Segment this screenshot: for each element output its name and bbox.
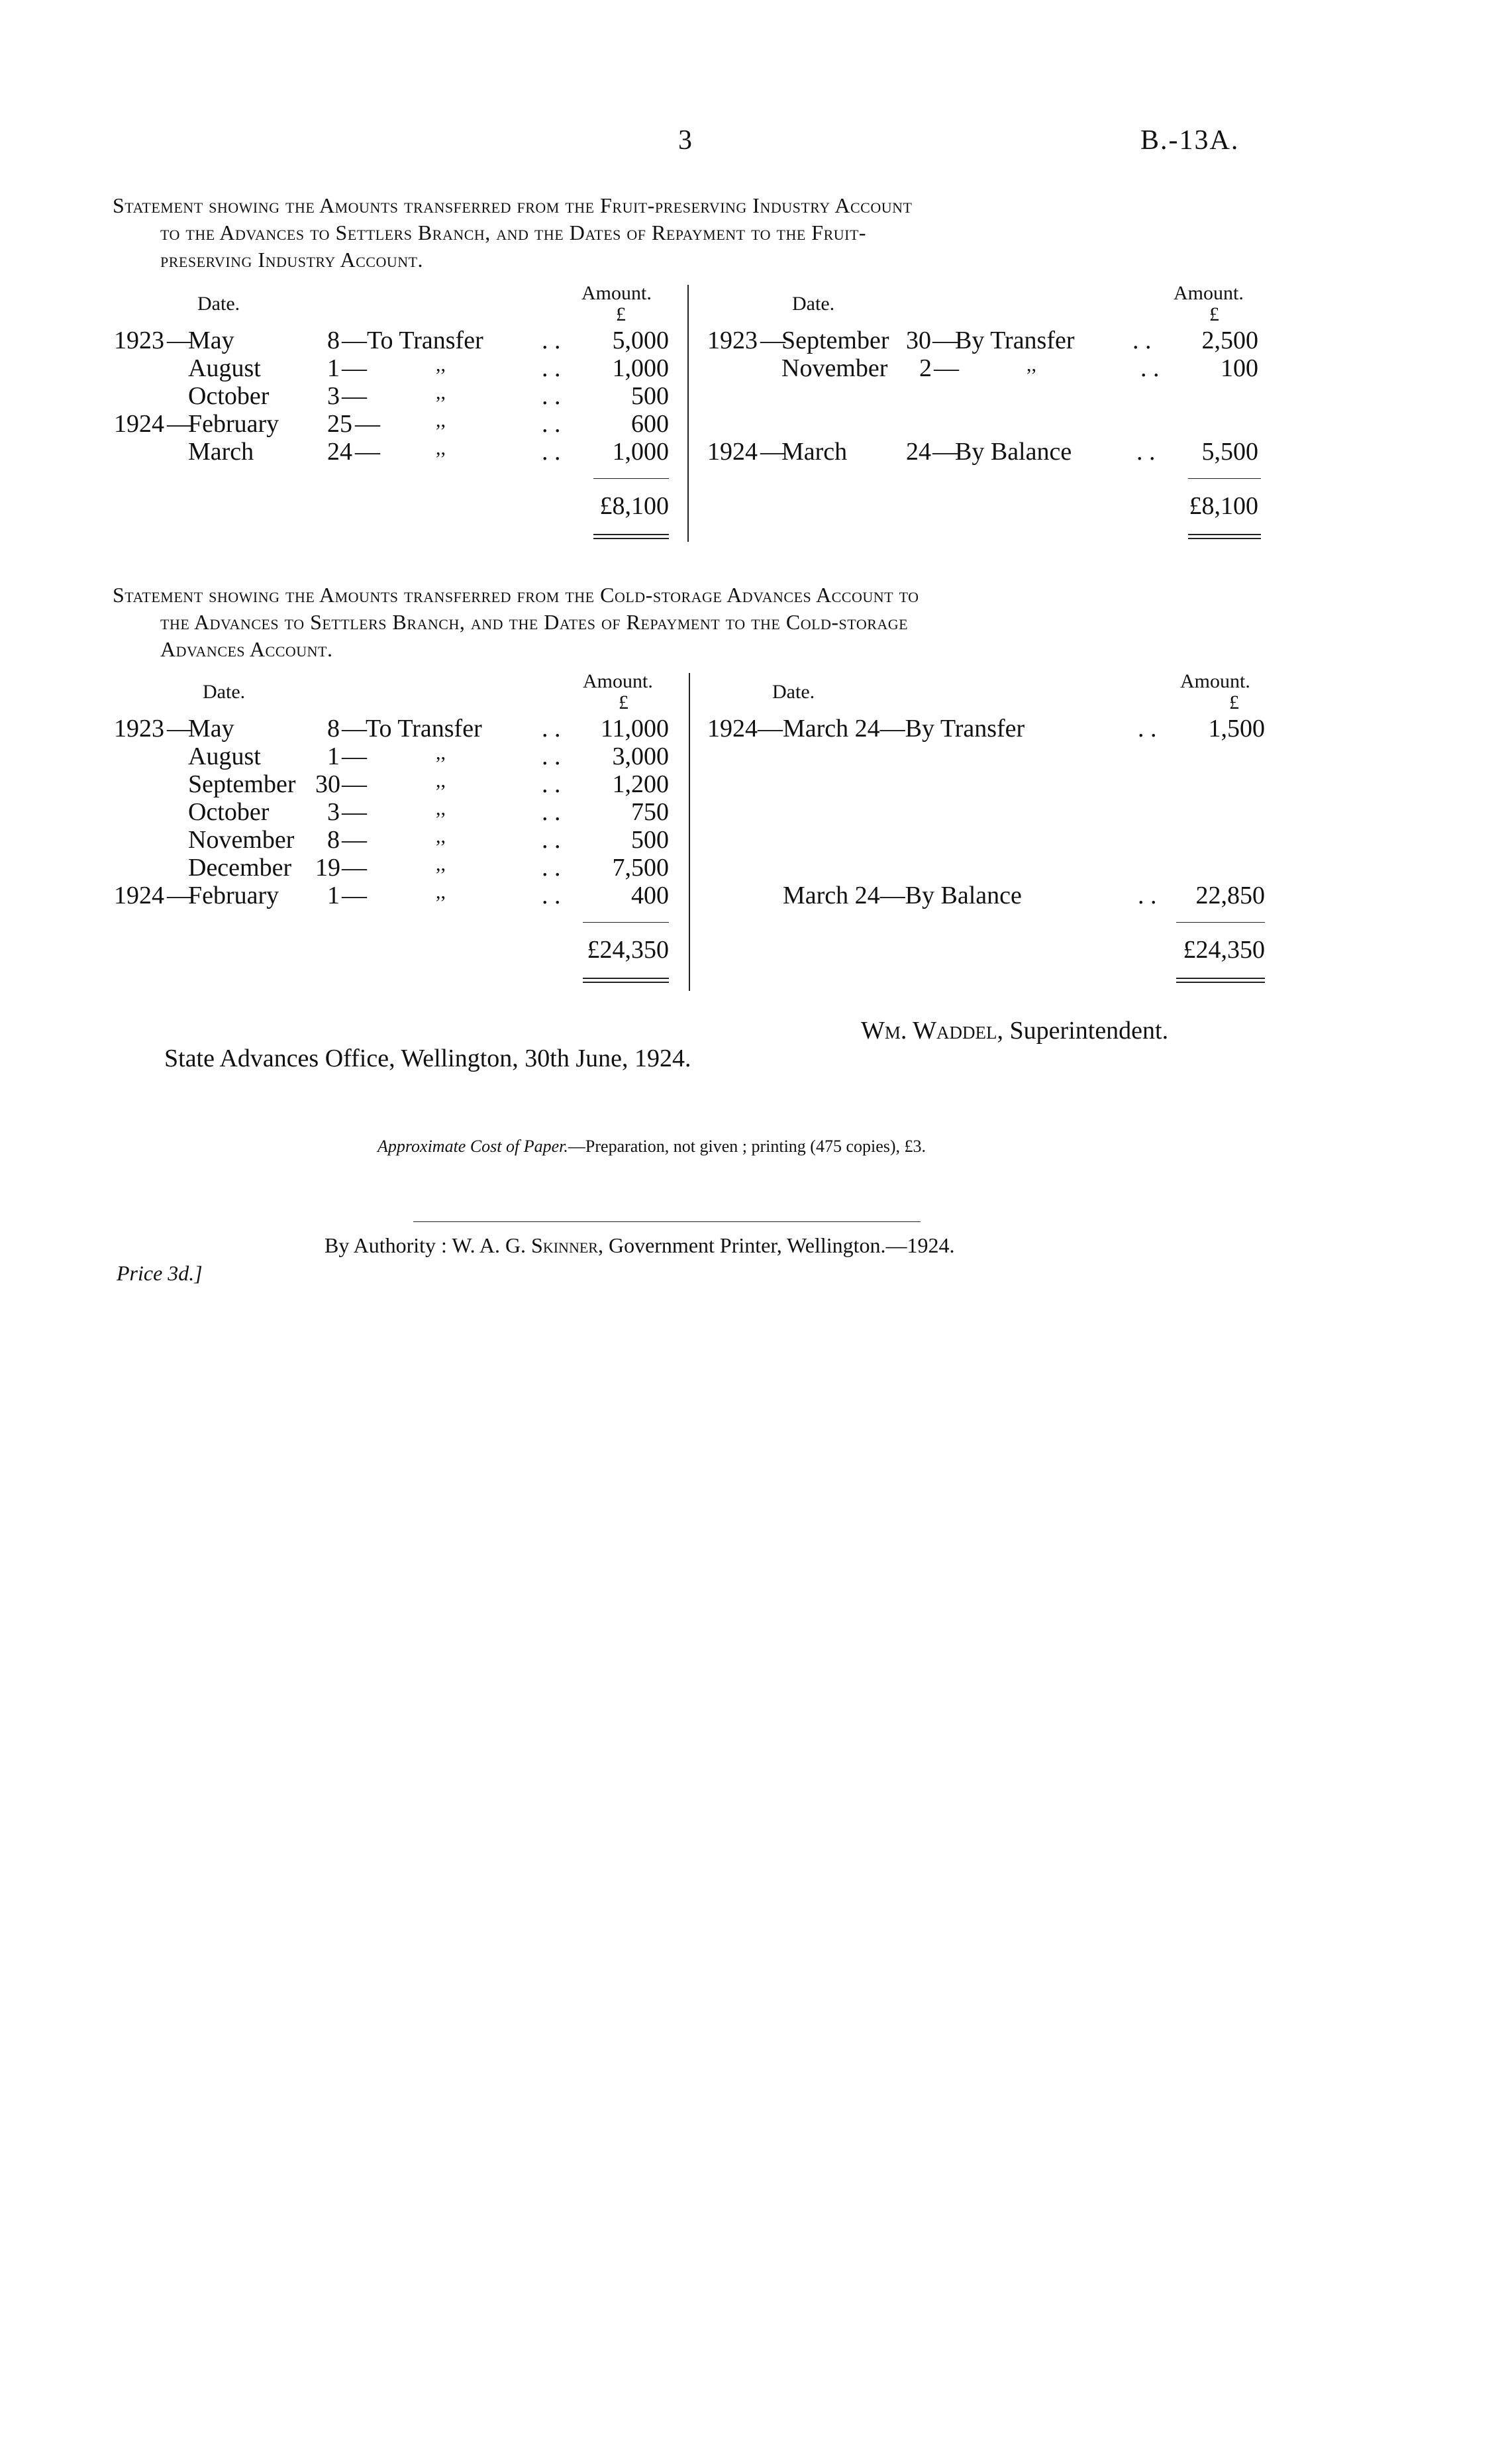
s2-left-row-month: February	[188, 882, 279, 909]
s2-left-row-month: October	[188, 798, 270, 826]
s2-left-date-header: Date.	[203, 681, 246, 703]
s1-right-row-year: 1923	[707, 327, 758, 354]
authority-suffix: , Government Printer, Wellington.—1924.	[597, 1233, 955, 1257]
signature-title: , Superintendent.	[997, 1017, 1169, 1045]
s1-left-row-amount: 5,000	[612, 327, 669, 354]
s1-right-row-dash: —	[932, 327, 958, 354]
s2-left-row-desc: ,,	[436, 742, 446, 764]
s2-left-row-year: 1924	[114, 882, 164, 909]
s2-right-total-double-rule	[1176, 978, 1265, 979]
s1-left-row-day: 25	[327, 410, 352, 438]
s1-leader-dots: . .	[542, 410, 561, 438]
s2-left-currency: £	[619, 692, 628, 713]
s1-right-row-desc: By Balance	[955, 438, 1072, 466]
s1-left-row-amount: 1,000	[612, 438, 669, 466]
s1-left-row-day: 24	[327, 438, 352, 466]
s1-left-row-desc: ,,	[436, 409, 446, 431]
s2-left-row-day: 1	[327, 743, 340, 770]
s2-left-row-day: 8	[327, 826, 340, 854]
s1-left-row-dash: —	[342, 354, 367, 382]
s2-left-row-dash: —	[342, 826, 367, 854]
s2-left-row-dash: —	[342, 854, 367, 882]
signature	[861, 1016, 1168, 1045]
s2-left-row-dash: —	[342, 743, 367, 770]
s1-left-row-desc: To Transfer	[367, 327, 483, 354]
statement1-heading-line2: to the Advances to Settlers Branch, and the Dates of Repayment to the Fruit-	[160, 221, 867, 244]
s2-leader-dots: . .	[542, 854, 561, 882]
s2-left-row-desc: ,,	[436, 825, 446, 847]
s2-leader-dots: . .	[542, 770, 561, 798]
s2-left-row-dash: —	[167, 715, 192, 743]
s2-left-row-month: September	[188, 770, 296, 798]
s2-leader-dots: . .	[542, 743, 561, 770]
cost-label: Approximate Cost of Paper.	[377, 1137, 568, 1156]
s2-left-row-year: 1923	[114, 715, 164, 743]
price-note: Price 3d.]	[117, 1261, 203, 1285]
s1-right-row-amount: 2,500	[1201, 327, 1258, 354]
s1-right-row-day: 30	[906, 327, 931, 354]
s2-left-total: £24,350	[587, 936, 669, 964]
authority-line	[325, 1233, 955, 1258]
s1-leader-dots: . .	[542, 438, 561, 466]
s2-leader-dots: . .	[1138, 882, 1157, 909]
s1-right-row-desc: By Transfer	[955, 327, 1075, 354]
s1-right-row-month: September	[781, 327, 889, 354]
s2-left-row-amount: 1,200	[612, 770, 669, 798]
s2-left-row-desc: ,,	[436, 853, 446, 875]
s1-right-total: £8,100	[1189, 492, 1258, 520]
s2-right-row-text: 1924—March 24—By Transfer	[707, 715, 1025, 743]
s1-left-row-amount: 500	[631, 382, 669, 410]
statement1-heading	[113, 192, 1265, 274]
s1-right-row-day: 2	[919, 354, 932, 382]
s2-left-row-desc: ,,	[436, 881, 446, 903]
s2-left-row-day: 8	[327, 715, 340, 743]
s1-left-row-dash: —	[355, 438, 380, 466]
authority-prefix: By Authority : W. A. G.	[325, 1233, 532, 1257]
s2-leader-dots: . .	[542, 715, 561, 743]
s2-right-currency: £	[1229, 692, 1239, 713]
s1-right-total-double-rule	[1188, 538, 1261, 539]
s2-left-row-amount: 400	[631, 882, 669, 909]
s1-left-row-month: October	[188, 382, 270, 410]
s1-right-row-month: November	[781, 354, 888, 382]
s1-right-row-dash: —	[934, 354, 959, 382]
document-reference: B.-13A.	[1140, 125, 1240, 156]
s1-left-row-day: 8	[327, 327, 340, 354]
s1-left-row-dash: —	[342, 382, 367, 410]
s2-leader-dots: . .	[1138, 715, 1157, 743]
s1-left-total: £8,100	[599, 492, 669, 520]
s2-left-row-amount: 7,500	[612, 854, 669, 882]
s2-right-row-amount: 22,850	[1195, 882, 1265, 909]
s2-left-row-amount: 3,000	[612, 743, 669, 770]
s2-left-row-month: November	[188, 826, 295, 854]
s2-left-row-dash: —	[167, 882, 192, 909]
page-number: 3	[678, 125, 692, 156]
s2-left-row-amount: 750	[631, 798, 669, 826]
s1-right-row-year: 1924	[707, 438, 758, 466]
s1-left-row-year: 1923	[114, 327, 164, 354]
s1-leader-dots: . .	[1140, 354, 1160, 382]
s1-right-row-amount: 100	[1221, 354, 1258, 382]
s1-left-row-desc: ,,	[436, 437, 446, 459]
s1-left-row-dash: —	[355, 410, 380, 438]
s1-right-row-dash: —	[932, 438, 958, 466]
s1-leader-dots: . .	[1132, 327, 1152, 354]
s1-left-row-year: 1924	[114, 410, 164, 438]
s2-left-row-dash: —	[342, 715, 367, 743]
s2-right-row-text: March 24—By Balance	[783, 882, 1022, 909]
s2-left-row-month: December	[188, 854, 292, 882]
s1-left-row-amount: 600	[631, 410, 669, 438]
s2-left-row-dash: —	[342, 882, 367, 909]
s2-left-row-month: May	[188, 715, 234, 743]
s2-left-total-double-rule	[583, 982, 669, 983]
s1-right-amount-header: Amount.	[1174, 282, 1244, 304]
statement1-heading-line1: Statement showing the Amounts transferred from the Fruit-preserving Industry Account	[113, 193, 913, 217]
s2-left-total-rule	[583, 922, 669, 923]
s1-right-currency: £	[1209, 303, 1219, 325]
s2-left-row-desc: ,,	[436, 797, 446, 819]
statement1-heading-line3: preserving Industry Account.	[160, 248, 424, 272]
s1-leader-dots: . .	[542, 382, 561, 410]
s1-left-total-double-rule	[593, 538, 669, 539]
s1-left-row-desc: ,,	[436, 354, 446, 376]
s2-right-amount-header: Amount.	[1180, 670, 1250, 692]
s2-left-row-day: 19	[315, 854, 340, 882]
s2-left-row-day: 30	[315, 770, 340, 798]
s1-left-row-day: 1	[327, 354, 340, 382]
s1-leader-dots: . .	[542, 354, 561, 382]
statement2-heading-line2: the Advances to Settlers Branch, and the Dates of Repayment to the Cold-storage	[160, 610, 909, 634]
s2-left-row-desc: To Transfer	[366, 715, 482, 743]
s2-right-row-amount: 1,500	[1208, 715, 1265, 743]
signature-name: Wm. Waddel	[861, 1017, 997, 1045]
s1-left-row-month: March	[188, 438, 254, 466]
s2-left-total-double-rule	[583, 978, 669, 979]
s1-left-row-month: February	[188, 410, 279, 438]
s2-right-total-double-rule	[1176, 982, 1265, 983]
authority-name: Skinner	[531, 1233, 598, 1257]
s1-left-total-double-rule	[593, 534, 669, 535]
s1-left-row-month: August	[188, 354, 261, 382]
s1-left-total-rule	[593, 478, 669, 479]
statement2-heading	[113, 582, 1265, 663]
s1-right-row-day: 24	[906, 438, 931, 466]
s2-left-row-amount: 500	[631, 826, 669, 854]
s1-leader-dots: . .	[1136, 438, 1156, 466]
s1-left-date-header: Date.	[197, 293, 240, 315]
s1-left-row-amount: 1,000	[612, 354, 669, 382]
s1-left-currency: £	[616, 303, 626, 325]
s1-right-total-double-rule	[1188, 534, 1261, 535]
office-line: State Advances Office, Wellington, 30th June, 1924.	[164, 1045, 691, 1072]
s2-leader-dots: . .	[542, 882, 561, 909]
s2-left-row-dash: —	[342, 770, 367, 798]
cost-text: —Preparation, not given ; printing (475 copies), £3.	[568, 1137, 926, 1156]
s1-leader-dots: . .	[542, 327, 561, 354]
s1-left-row-dash: —	[167, 410, 192, 438]
s2-left-row-dash: —	[342, 798, 367, 826]
s1-right-row-dash: —	[760, 438, 785, 466]
s1-left-row-dash: —	[342, 327, 367, 354]
s2-leader-dots: . .	[542, 798, 561, 826]
authority-rule	[413, 1221, 921, 1222]
s1-left-row-day: 3	[327, 382, 340, 410]
s2-column-divider	[689, 673, 690, 991]
s2-left-row-day: 1	[327, 882, 340, 909]
s1-right-row-desc: ,,	[1026, 354, 1036, 376]
s1-right-total-rule	[1188, 478, 1261, 479]
s1-left-row-month: May	[188, 327, 234, 354]
s1-right-row-dash: —	[760, 327, 785, 354]
s1-right-row-amount: 5,500	[1201, 438, 1258, 466]
s1-left-row-desc: ,,	[436, 382, 446, 403]
s2-right-date-header: Date.	[772, 681, 815, 703]
s2-leader-dots: . .	[542, 826, 561, 854]
s1-right-row-month: March	[781, 438, 848, 466]
s1-right-date-header: Date.	[792, 293, 835, 315]
s1-left-row-dash: —	[167, 327, 192, 354]
s1-left-amount-header: Amount.	[581, 282, 652, 304]
s2-right-total-rule	[1176, 922, 1265, 923]
statement2-heading-line1: Statement showing the Amounts transferred from the Cold-storage Advances Account to	[113, 583, 919, 607]
s2-left-row-month: August	[188, 743, 261, 770]
s2-left-row-desc: ,,	[436, 770, 446, 792]
s2-left-row-day: 3	[327, 798, 340, 826]
cost-line	[377, 1137, 926, 1156]
statement2-heading-line3: Advances Account.	[160, 637, 333, 661]
s2-right-total: £24,350	[1183, 936, 1265, 964]
s2-left-row-amount: 11,000	[600, 715, 669, 743]
s1-column-divider	[687, 285, 689, 542]
s2-left-amount-header: Amount.	[583, 670, 653, 692]
